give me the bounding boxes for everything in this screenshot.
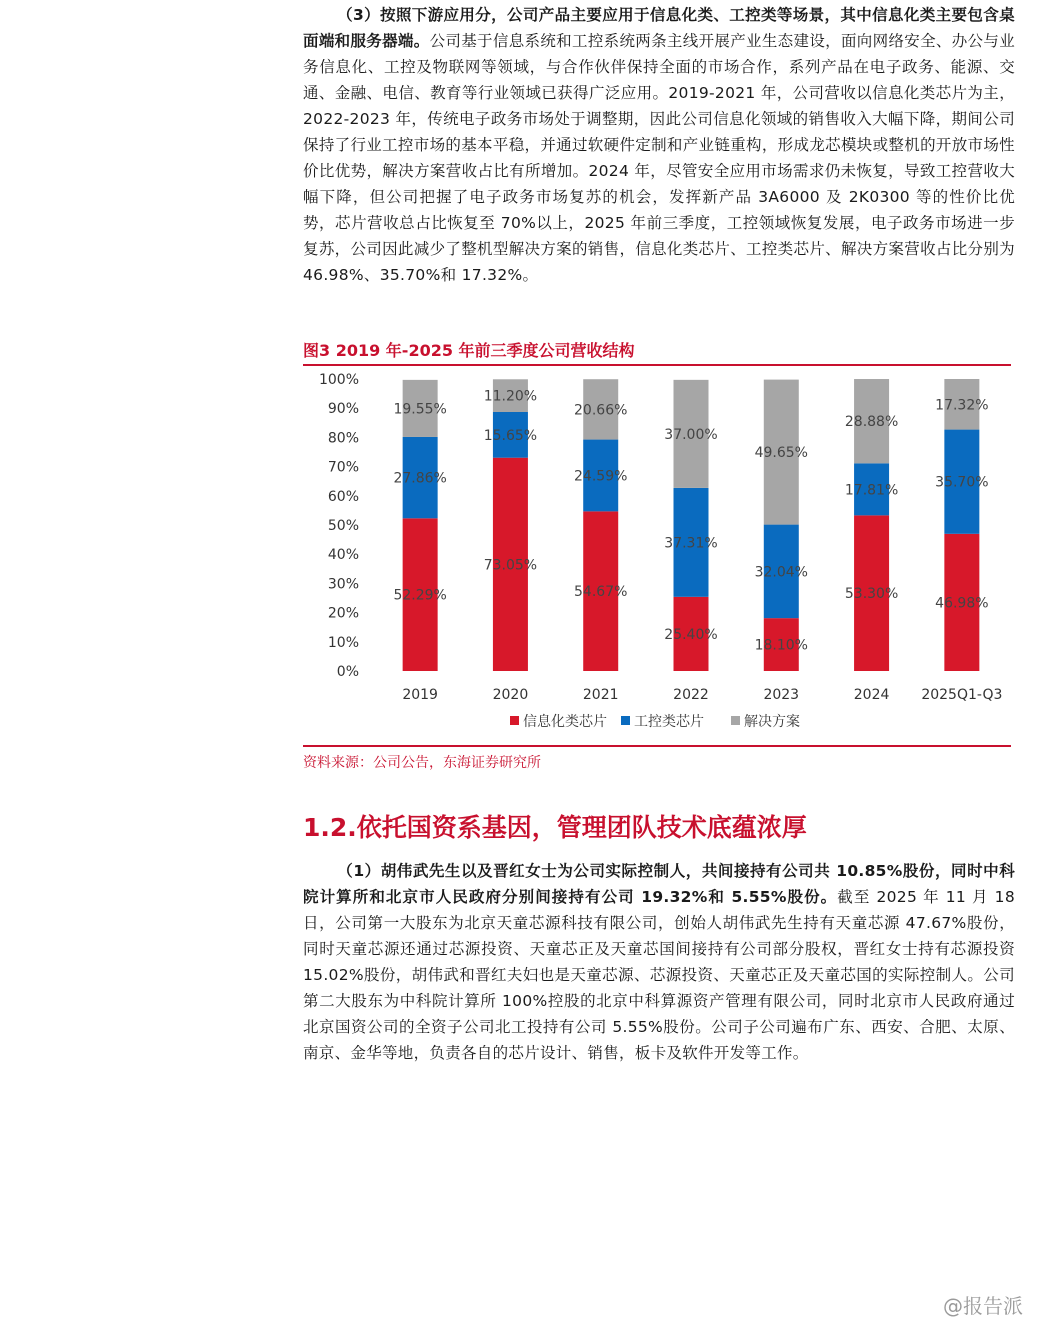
y-tick-label: 20% [327, 605, 359, 622]
y-tick-label: 50% [327, 518, 359, 534]
y-tick-label: 30% [327, 576, 359, 593]
y-tick-label: 100% [318, 372, 359, 388]
y-tick-label: 0% [336, 664, 359, 680]
legend-label: 解决方案 [744, 714, 800, 730]
legend-swatch [621, 716, 630, 725]
data-label: 24.59% [574, 468, 628, 485]
body-paragraph-1 [303, 2, 1015, 288]
data-label: 54.67% [574, 584, 628, 601]
x-tick-label: 2024 [853, 687, 890, 703]
data-label: 73.05% [483, 557, 538, 574]
data-label: 37.31% [664, 535, 718, 552]
watermark: @报告派 [943, 1294, 1023, 1318]
x-tick-label: 2025Q1-Q3 [921, 687, 1003, 703]
figure-bottom-rule [303, 745, 1011, 747]
paragraph-lead: （3）按照下游应用分，公司产品主要应用于信息化类、工控类等场景，其中信息化类主要包含桌面端和服务器端。 [303, 6, 1015, 50]
data-label: 17.32% [935, 397, 989, 414]
x-tick-label: 2021 [582, 687, 619, 703]
x-tick-label: 2023 [763, 687, 800, 703]
data-label: 49.65% [754, 445, 808, 462]
data-label: 53.30% [844, 586, 899, 603]
x-tick-label: 2020 [492, 687, 529, 703]
y-tick-label: 60% [327, 488, 359, 505]
y-tick-label: 40% [327, 547, 359, 564]
data-label: 35.70% [935, 474, 989, 491]
paragraph-text: 公司基于信息系统和工控系统两条主线开展产业生态建设，面向网络安全、办公与业务信息化、工控及物联网等领域，与合作伙伴保持全面的市场合作，系列产品在电子政务、能源、交通、金融、电信、教育等行业领域已获得广泛应用。2019-2021 年，公司营收以信息化类芯片为主，2022-2023 年，传统电子政务市场处于调整期，因此公司信息化领域的销售收入大幅下降，期间公司保持了行业工控市场的基本平稳，并通过软硬件定制和产业链重构，形成龙芯模块或整机的开放市场性价比优势，解决方案营收占比有所增加。2024 年，尽管安全应用市场需求仍未恢复，导致工控营收大幅下降，但公司把握了电子政务市场复苏的机会，发挥新产品 3A6000 及 2K0300 等的性价比优势，芯片营收总占比恢复至 70%以上，2025 年前三季度，工控领域恢复发展，电子政务市场进一步复苏，公司因此减少了整机型解决方案的销售，信息化类芯片、工控类芯片、解决方案营收占比分别为 46.98%、35.70%和 17.32%。 [303, 32, 1016, 284]
data-label: 19.55% [393, 401, 447, 418]
data-label: 11.20% [483, 388, 538, 405]
data-label: 32.04% [754, 564, 808, 581]
data-label: 17.81% [844, 482, 899, 499]
data-label: 25.40% [664, 626, 718, 643]
data-label: 37.00% [664, 426, 718, 443]
y-tick-label: 80% [327, 430, 359, 447]
data-label: 20.66% [574, 402, 628, 419]
legend-swatch [731, 716, 740, 725]
data-label: 46.98% [935, 595, 989, 612]
data-label: 15.65% [483, 427, 538, 444]
y-tick-label: 70% [327, 459, 359, 476]
y-tick-label: 10% [327, 634, 359, 651]
legend-swatch [510, 716, 519, 725]
revenue-structure-chart [303, 366, 1011, 745]
x-tick-label: 2019 [402, 687, 438, 703]
figure-source: 资料来源：公司公告，东海证券研究所 [303, 755, 541, 771]
data-label: 27.86% [393, 470, 447, 487]
paragraph-lead: （1）胡伟武先生以及晋红女士为公司实际控制人，共间接持有公司共 10.85%股份，同时中科院计算所和北京市人民政府分别间接持有公司 19.32%和 5.55%股份。 [303, 862, 1015, 906]
data-label: 28.88% [844, 414, 899, 431]
paragraph-text: 截至 2025 年 11 月 18 日，公司第一大股东为北京天童芯源科技有限公司，创始人胡伟武先生持有天童芯源 47.67%股份，同时天童芯源还通过芯源投资、天童芯正及天童芯国间接持有公司部分股权，晋红女士持有芯源投资 15.02%股份，胡伟武和晋红夫妇也是天童芯源、芯源投资、天童芯正及天童芯国的实际控制人。公司第二大股东为中科院计算所 100%控股的北京中科算源资产管理有限公司，同时北京市人民政府通过北京国资公司的全资子公司北工投持有公司 5.55%股份。公司子公司遍布广东、西安、合肥、太原、南京、金华等地，负责各自的芯片设计、销售，板卡及软件开发等工作。 [303, 888, 1015, 1062]
data-label: 18.10% [754, 637, 808, 654]
figure-title: 图3 2019 年-2025 年前三季度公司营收结构 [303, 341, 635, 360]
legend-label: 工控类芯片 [634, 714, 704, 730]
body-paragraph-2 [303, 858, 1015, 1066]
data-label: 52.29% [393, 587, 447, 604]
y-tick-label: 90% [327, 401, 359, 418]
x-tick-label: 2022 [673, 687, 709, 703]
section-heading: 1.2.依托国资系基因，管理团队技术底蕴浓厚 [303, 813, 807, 842]
legend-label: 信息化类芯片 [523, 714, 607, 730]
